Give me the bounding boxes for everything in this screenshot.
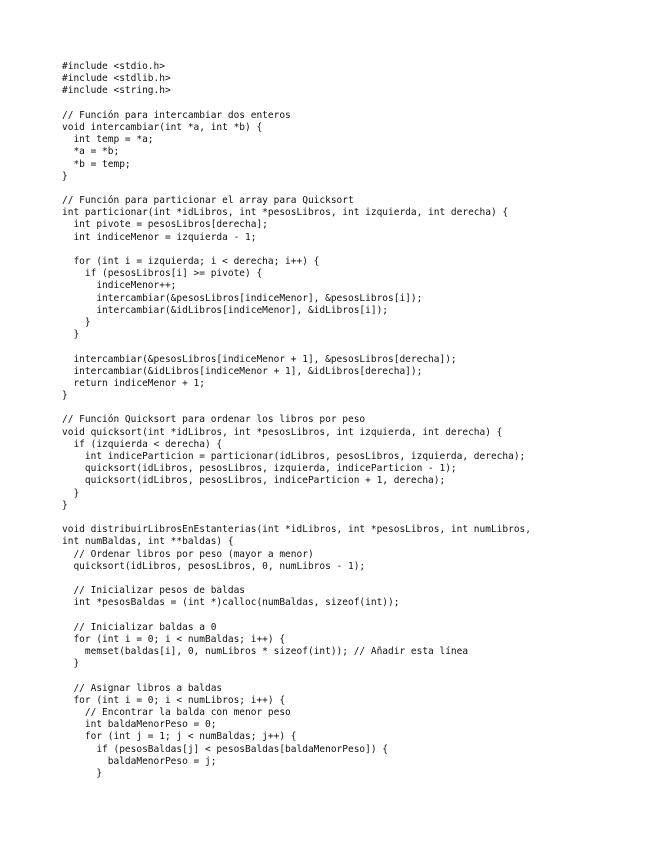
code-line: int temp = *a; [62, 134, 154, 146]
code-line: return indiceMenor + 1; [62, 377, 205, 389]
code-line: int numBaldas, int **baldas) { [62, 536, 234, 548]
code-line: void quicksort(int *idLibros, int *pesosLibros, int izquierda, int derecha) { [62, 426, 503, 438]
code-line: *b = temp; [62, 158, 131, 170]
code-line: int baldaMenorPeso = 0; [62, 719, 217, 731]
code-line [62, 670, 531, 682]
code-line: void distribuirLibrosEnEstanterias(int *idLibros, int *pesosLibros, int numLibros, [62, 524, 531, 536]
code-line: quicksort(idLibros, pesosLibros, indiceParticion + 1, derecha); [62, 475, 446, 487]
code-line [62, 512, 531, 524]
code-line: intercambiar(&pesosLibros[indiceMenor], &pesosLibros[i]); [62, 292, 423, 304]
code-line: } [62, 316, 91, 328]
code-line: quicksort(idLibros, pesosLibros, izquierda, indiceParticion - 1); [62, 463, 457, 475]
code-line: indiceMenor++; [62, 280, 177, 292]
code-line: } [62, 170, 68, 182]
code-line: // Asignar libros a baldas [62, 682, 223, 694]
code-line: // Función Quicksort para ordenar los libros por peso [62, 414, 366, 426]
code-line: for (int j = 1; j < numBaldas; j++) { [62, 731, 297, 743]
code-line: intercambiar(&idLibros[indiceMenor + 1], &idLibros[derecha]); [62, 365, 423, 377]
code-line: for (int i = 0; i < numBaldas; i++) { [62, 633, 286, 645]
code-line: // Ordenar libros por peso (mayor a menor) [62, 548, 314, 560]
code-line: intercambiar(&pesosLibros[indiceMenor + 1], &pesosLibros[derecha]); [62, 353, 457, 365]
code-line [62, 609, 531, 621]
code-line: // Función para intercambiar dos enteros [62, 109, 291, 121]
code-line: int *pesosBaldas = (int *)calloc(numBaldas, sizeof(int)); [62, 597, 400, 609]
code-line [62, 244, 531, 256]
code-line: // Función para particionar el array para Quicksort [62, 195, 354, 207]
code-line: int indiceParticion = particionar(idLibros, pesosLibros, izquierda, derecha); [62, 451, 526, 462]
code-line: } [62, 658, 80, 670]
code-line: intercambiar(&idLibros[indiceMenor], &idLibros[i]); [62, 304, 389, 316]
code-line: } [62, 767, 103, 779]
code-line: for (int i = 0; i < numLibros; i++) { [62, 694, 286, 706]
code-line: // Inicializar baldas a 0 [62, 621, 217, 633]
code-line: memset(baldas[i], 0, numLibros * sizeof(int)); // Añadir esta línea [62, 646, 469, 657]
code-line: // Inicializar pesos de baldas [62, 585, 246, 597]
code-line [62, 573, 531, 585]
code-listing [62, 61, 531, 780]
code-line: } [62, 329, 80, 341]
code-line: } [62, 390, 68, 402]
code-line: int indiceMenor = izquierda - 1; [62, 231, 257, 243]
code-line: if (pesosLibros[i] >= pivote) { [62, 268, 263, 280]
code-line: #include <stdio.h> [62, 61, 165, 72]
code-line: quicksort(idLibros, pesosLibros, 0, numLibros - 1); [62, 560, 366, 572]
code-line: baldaMenorPeso = j; [62, 755, 217, 767]
code-line: if (pesosBaldas[j] < pesosBaldas[baldaMenorPeso]) { [62, 743, 389, 755]
code-line: void intercambiar(int *a, int *b) { [62, 121, 263, 133]
code-line: } [62, 487, 80, 499]
code-line [62, 98, 531, 110]
code-line [62, 402, 531, 414]
code-line: } [62, 499, 68, 511]
code-line: // Encontrar la balda con menor peso [62, 706, 291, 718]
code-line [62, 183, 531, 195]
code-line: *a = *b; [62, 146, 120, 158]
code-line: for (int i = izquierda; i < derecha; i++) { [62, 256, 320, 267]
code-line [62, 341, 531, 353]
code-line: int pivote = pesosLibros[derecha]; [62, 219, 268, 231]
code-line: #include <string.h> [62, 85, 171, 97]
code-line: int particionar(int *idLibros, int *pesosLibros, int izquierda, int derecha) { [62, 207, 509, 219]
code-line: #include <stdlib.h> [62, 73, 171, 85]
code-line: if (izquierda < derecha) { [62, 438, 223, 450]
